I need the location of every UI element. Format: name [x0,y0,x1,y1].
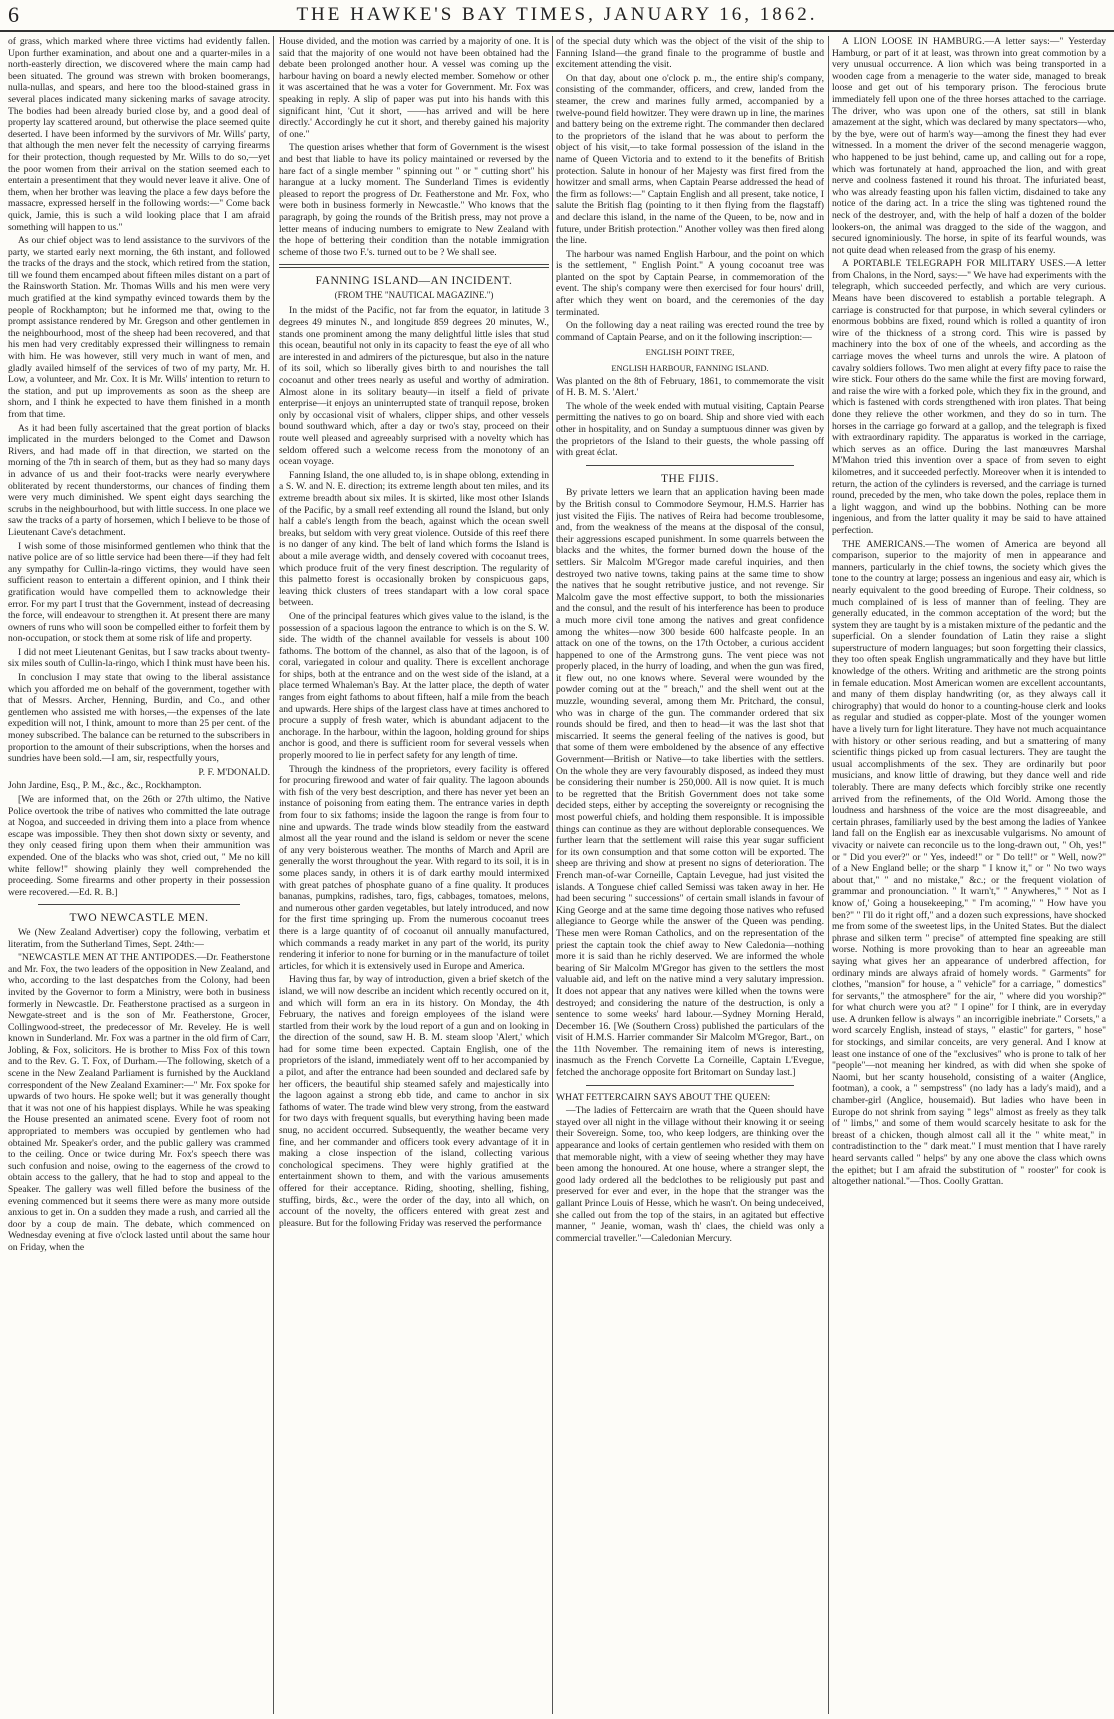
column-rule [273,36,274,1714]
section-divider [38,904,240,905]
letter-address: John Jardine, Esq., P. M., &c., &c., Rockhampton. [8,780,202,792]
article-heading: THE FIJIS. [660,472,720,485]
article-paragraph: of grass, which marked where three victims had evidently fallen. Upon further examination, and about one and a quarter-miles in a north-easterly direction, we discovered where the main camp had been situated. The ground was strewn with broken boomerangs, nulla-nullas, and spears, and here too the blood-stained grass in several places indicated many sickening marks of savage atrocity. The bodies had been already buried close by, and a good deal of property lay scattered around, but otherwise the place seemed quite deserted. I have been informed by the survivors of Mr. Wills' party, that although the men never felt the necessity of carrying firearms for their protection, though requested by Mr. Wills to do so,—yet the poor women from their arrival on the station seemed each to entertain a presentiment that they would never leave it alive. One of them, when her brother was leaving the place a few days before the massacre, expressed herself in the following words:—" Come back quick, Jamie, this is such a wild looking place that I am afraid something will happen to us." [8,36,270,233]
column-rule [828,36,829,1714]
page-number: 6 [8,2,19,27]
masthead [0,0,1114,32]
article-paragraph: Through the kindness of the proprietors, every facility is offered for procuring firewood and water of fair quality. The lagoon abounds with fish of the very best description, and there has never yet been an instance of poisoning from eating them. The entrance varies in depth from four to six fathoms; inside the lagoon the range is from four to nine and upwards. The trade winds blow steadily from the eastward almost all the year round and the island is seldom or never the scene of any very boisterous weather. The months of March and April are generally the worst throughout the year. With regard to its soil, it is in some places sandy, in others it is of dark earthy mould intermixed with great patches of phosphate guano of a fine quality. It produces bananas, pumpkins, radishes, taro, figs, cabbages, tomatoes, melons, and numerous other garden vegetables, but lately introduced, and now for the first time springing up. From the numerous cocoanut trees there is a large quantity of of cocoanut oil annually manufactured, which commands a ready market in any part of the world, its purity rendering it inferior to none for burning or in the manufacture of toilet articles, for which it is extensively used in Europe and America. [279,763,549,972]
inscription-subtitle: ENGLISH HARBOUR, FANNING ISLAND. [611,363,769,374]
column-4 [832,36,1106,1716]
inscription-title: ENGLISH POINT TREE, [645,347,735,358]
article-paragraph: As our chief object was to lend assistance to the survivors of the party, we started early next morning, the 6th instant, and followed the tracks of the drays and the stock, which retired from the station, till we found them encamped about fifteen miles distant on a part of the Rainsworth Station. Mr. Thomas Wills and his men were very much gratified at the kind sympathy evinced towards them by the people of Rockhampton; but he informed me that, owing to the prompt assistance rendered by Mr. Gregson and other gentlemen in the neighbourhood, most of the sheep had been recovered, and that his men had very creditably expressed their willingness to remain with him. He was however, still very much in want of men, and gladly availed himself of the services of two of my party, Mr. H. Low, a volunteer, and Mr. Cox. It is Mr. Wills' intention to return to the station, and put up improvements as soon as the sheep are shorn, and I think he expected to have them finished in a month from that time. [8,235,270,420]
article-paragraph: We (New Zealand Advertiser) copy the following, verbatim et literatim, from the Sutherland Times, Sept. 24th:— [8,926,270,950]
column-2 [279,36,549,1716]
article-heading: TWO NEWCASTLE MEN. [69,912,209,925]
article-paragraph: House divided, and the motion was carried by a majority of one. It is said that the majority of one would not have been obtained had the debate been prolonged another hour. A vessel was coming up the harbour having on board a newly elected member. Somehow or other it was ascertained that he was a voter for Government. Mr. Fox was speaking in reply. A slip of paper was put into his hands with this significant hint, 'Cut it short, ——has arrived and will be here directly.' Accordingly he cut it short, and thereby gained his majority of one." [279,36,549,140]
letter-signature: P. F. M'DONALD. [198,766,270,778]
article-paragraph: On that day, about one o'clock p. m., the entire ship's company, consisting of the commander, officers, and crew, landed from the steamer, the crew and marines fully armed, accompanied by a twelve-pound field howitzer. They were drawn up in line, the marines and battery being on the extreme right. The commander then declared to the proprietors of the island that he was about to perform the object of his visit,—to take formal possession of the island in the name of Queen Victoria and to extend to it the benefits of British protection. Salute in honour of her Majesty was first fired from the howitzer and small arms, when Captain Pearse addressed the head of the firm as follows:—" Captain English and all present, take notice, I salute the British flag (pointing to it then flying from the flagstaff) and declare this island, in the name of the Queen, to be, now and in future, under British protection." Another volley was then fired along the line. [556,72,824,247]
article-paragraph: —The ladies of Fettercairn are wrath that the Queen should have stayed over all night in the village without their knowing it or seeing their Sovereign. Some, too, who keep lodgers, are thinking over the appearance and looks of certain gentlemen who resided with them on that memorable night, with a view of seeing whether they may have been among the honoured. At one house, where a stranger slept, the good lady ordered all the bedclothes to be religiously put past and preserved for ever and ever, in the hope that the stranger was the gallant Prince Louis of Hesse, which he wasn't. On being undeceived, she called out from the top of the stairs, in an agitated but effective manner, " Jeanie, woman, wash th' claes, the chield was only a commercial traveller."—Caledonian Mercury. [556,1105,824,1244]
article-paragraph: On the following day a neat railing was erected round the tree by command of Captain Pearse, and on it the following inscription:— [556,320,824,343]
article-paragraph: Fanning Island, the one alluded to, is in shape oblong, extending in a S. W. and N. E. direction; its extreme length about ten miles, and its extreme breadth about six miles. It is skirted, like most other Islands of the Pacific, by a small reef extending all round the Island, but only half a cable's length from the beach, against which the ocean swell breaks, but seldom with very great violence. Outside of this reef there is no danger of any kind. The belt of land which forms the Island is about a mile average width, and densely covered with cocoanut trees, which produce fruit of the very finest description. The regularity of this palmetto forest is occasionally broken by conspicuous gaps, leaving thick clusters of trees standapart with a low coral space between. [279,469,549,609]
article-paragraph: Having thus far, by way of introduction, given a brief sketch of the island, we will now describe an incident which recently occured on it, and which will form an era in its history. On Monday, the 4th February, the natives and foreign employees of the island were startled from their work by the loud report of a gun and on looking in the direction of the sound, saw H. B. M. steam sloop 'Alert,' which had for some time been expected. Captain English, one of the proprietors of the island, immediately went off to her accompanied by a pilot, and after the entrance had been sounded and declared safe by her officers, the beautiful ship steamed safely and majestically into the lagoon against a strong ebb tide, and came to anchor in six fathoms of water. The trade wind blew very strong, from the eastward for two days with frequent squalls, but everything having been made snug, no accident occurred. Subsequently, the weather became very fine, and her commander and officers took every advantage of it in making a close inspection of the island, collecting various conchological specimens. They were highly gratified at the entertainment shown to them, and with the various amusements offered for their acceptance. Riding, shooting, shelling, fishing, stuffing, birds, &c., were the order of the day, into all which, on account of the novelty, the officers entered with great zest and pleasure. But for the following Friday was reserved the performance [279,974,549,1229]
section-divider [586,465,794,466]
article-heading: FANNING ISLAND—AN INCIDENT. [315,275,513,288]
article-paragraph: As it had been fully ascertained that the great portion of blacks implicated in the murders belonged to the Comet and Dawson Rivers, and had made off in that direction, we started on the morning of the 7th in search of them, but as they had so many days in advance of us and their foot-tracks were nearly everywhere obliterated by recent thunderstorms, our chances of finding them were very much diminished. We spent eight days searching the scrubs in the neighbourhood, but with little success. In one place we saw the tracks of a party of horsemen, which I believe to be those of Lieutenant Cave's detachment. [8,422,270,538]
article-paragraph: The harbour was named English Harbour, and the point on which is the settlement, " English Point." A young cocoanut tree was planted on the spot by Captain Pearse, in commemoration of the event. The ship's company were then exercised for four hours' drill, after which they went on board, and the ceremonies of the day terminated. [556,248,824,318]
newspaper-title: THE HAWKE'S BAY TIMES, JANUARY 16, 1862. [296,4,818,25]
article-paragraph: In conclusion I may state that owing to the liberal assistance which you afforded me on behalf of the government, together with that of Messrs. Archer, Henning, Burdin, and Co., and other gentlemen who assisted me with horses,—the expenses of the late expedition will not, I think, amount to more than 25 per cent. of the money subscribed. The balance can be returned to the subscribers in proportion to the amount of their subscriptions, when the horses and sundries have been sold.—I am, sir, respectfully yours, [8,672,270,765]
article-source: (FROM THE "NAUTICAL MAGAZINE.") [334,289,494,300]
article-paragraph: One of the principal features which gives value to the island, is the possession of a spacious lagoon the entrance to which is on the S. W. side. The width of the channel available for vessels is about 100 fathoms. The bottom of the channel, as also that of the lagoon, is of coral, variegated in colour and quality. There is excellent anchorage for ships, both at the entrance and on the west side of the island, at a place termed Whaleman's Bay. At the latter place, the depth of water ranges from eight fathoms to about fifteen, half a mile from the beach and upwards. Here ships of the largest class have at times anchored to procure a supply of fresh water, which is abundant adjacent to the anchorage. In the harbour, within the lagoon, holding ground for ships anchor is good, and there is sufficient room for several vessels when properly moored to lie in perfect safety for any length of time. [279,610,549,762]
article-heading: WHAT FETTERCAIRN SAYS ABOUT THE QUEEN: [556,1091,771,1103]
article-paragraph: The whole of the week ended with mutual visiting, Captain Pearse permitting the natives to go on board. Ship and shore vied with each other in hospitality, and on Sunday a sumptuous dinner was given by the proprietors of the Island to their guests, the whole passing off with great éclat. [556,400,824,459]
article-paragraph: THE AMERICANS.—The women of America are beyond all comparison, superior to the majority of men in appearance and manners, particularly in the chief towns, the society which gives the tone to the country at large; possess an ingenious and easy air, which is nearly equivalent to the good breeding of Europe. Their coldness, so much complained of is less of manner than of feeling. They are generally educated, in the common acceptation of the word; but the system they are taught by is a mistaken mixture of the pedantic and the superficial. On a slender foundation of Latin they raise a slight superstructure of modern languages; but soon forgetting their classics, they too often speak English ungrammatically and they have but little knowledge of the others. Writing and arithmetic are the strong points in female education. Most American women are excellent accountants, and many of them display handwriting (or, as they always call it chirography) that would do honor to a counting-house clerk and looks as regular and studied as copper-plate. Most of the younger women have a lively turn for light literature. They have not much acquaintance with history or other serious reading, and but a smattering of many scientific things picked up from casual lecturers. They are taught the usual accomplishments of the sex. They are ordinarily but poor musicians, and know little of drawing, but they dance well and ride tolerably. There are many defects which forcibly strike one recently arrived from the refinements, of the Old World. Among those the loudness and harshness of the voice are the most disagreeable, and certain phrases, familiarly used by the best among the ladies of Yankee land fall on the English ear as inexcusable vulgarisms. No amount of vivacity or naivete can reconcile us to the long-drawn out, " Oh, yes!" or " Did you ever?" or " Yes, indeed!" or " Do tell!" or " Well, now?" of a New England belle; or the sharp " I know it," or " No two ways about that," " and no mistake," &c.; or the frequent violation of grammar and pronounciation. " It warn't," " Anywheres," " Not as I know of,' Going a housekeeping," " I'm acoming," " How have you ben?" " I'll do it right off," and a dozen such expressions, have shocked me from some of the sweetest lips, in the United States. But the dialect phrase and silken term " precise" of attempted fine speaking are still worse. Nothing is more provoking than to hear an agreeable man saying what gives her an appearance of underbred affection, for ordinary minds are always afraid of homely words. " Garments" for clothes, "mansion" for house, a " vehicle" for a carriage, " domestics" for servants," the atmosphere" for the air, " where did you worship?" for what church were you at? " I opine" for I think, are in everyday use. A drunken fellow is always " an incorrigible inebriate." Corsets," a word scarcely English, instead of stays, " elastic" for garters, " hose" for stockings, and similar conceits, are very general. And I know at least one instance of one of the "exclusives" who is prone to talk of her "people"—not meaning her kindred, as with did when she spoke of Naomi, but her scanty household, consisting of a waiter (Anglice, footman), a cook, a " sempstress" (no lady has a lady's maid), and a chamber-girl (Anglice, housemaid). But ladies who have been in Europe do not shrink from saying " legs" almost as freely as they talk of " limbs," and some of them would scarcely hesitate to ask for the breast of a chicken, though almost call all it the " white meat," in contradistinction to the " dark meat." I must mention that I have rarely heard servants called " helps" by any one above the class which owns the epithet; but I am afraid the substitution of " rooster" for cook is altogether national."—Thos. Coolly Grattan. [832,538,1106,1188]
article-paragraph: The question arises whether that form of Government is the wisest and best that liable to have its policy maintained or reversed by the hare fact of a single member " spinning out " or " cutting short" his harangue at a lucky moment. The Sunderland Times is evidently pleased to report the progress of Dr. Featherstone and Mr. Fox, who were both in business formerly in Newcastle." Who knows that the paragraph, by going the rounds of the British press, may not prove a letter means of inducing numbers to emigrate to New Zealand with the hope of bettering their condition than the notable immigration scheme of those two F.'s. turned out to be ? We shall see. [279,142,549,258]
section-divider [279,264,549,268]
article-paragraph: In the midst of the Pacific, not far from the equator, in latitude 3 degrees 49 minutes N., and longitude 859 degrees 20 minutes, W., stands one prominent among the many delightful little isles that stud this ocean, beautiful not only in its capacity to feast the eye of all who are interested in and admirers of the picturesque, but also in the nature of its soil, which so liberally gives birth to and nourishes the tall cocoanut and other trees nearly as useful and worthy of admiration. Almost alone in its solitary beauty—in itself a field of private enterprise—it enjoys an uninterrupted state of tranquil repose, broken only by occasional visit of whalers, clipper ships, and other vessels bound southward which, after a day or two's stay, proceed on their route well pleased and agreeably surprised with a novelty which has seldom offered such a welcome recess from the monotony of an ocean voyage. [279,305,549,468]
article-paragraph: Was planted on the 8th of February, 1861, to commemorate the visit of H. B. M. S. 'Alert.' [556,375,824,399]
column-rule [552,36,553,1714]
article-paragraph: I wish some of those misinformed gentlemen who think that the native police are of so little service had been there—if they had felt any sympathy for Cullin-la-ringo victims, they would have seen sufficient reason to entertain a different opinion, and I think their gratification would have compelled them to acknowledge their error. For my part I trust that the Government, instead of decreasing the force, will endeavour to strengthen it. At present there are many owners of runs who will soon be compelled either to forfeit them by non-occupation, or stock them at some risk of life and property. [8,540,270,645]
article-paragraph: A PORTABLE TELEGRAPH FOR MILITARY USES.—A letter from Chalons, in the Nord, says:—" We have had experiments with the telegraph, which succeeded perfectly, and which are very curious. Means have been discovered to establish a portable telegraph. A carriage is constructed for that purpose, in which several cylinders or enormous bobbins are fixed, round which is rolled a quantity of iron wire of the thickness of a strong cord. This wire is passed by machinery into the box of one of the wheels, and according as the carriage moves the wheel turns and unrols the wire. A platoon of cavalry soldiers follows. Two men alight at every fifty pace to raise the wire stick. Four others do the same while the first are moving forward, and raise the wire with a forked pole, which they fix in the ground, and which is fastened with cords strengthened with iron plates. That being done they relieve the other workmen, and they do so in turn. The horses in the carriage go forward at a gallop, and the telegraph is fixed with extraordinary rapidity. The apparatus is worked in the carriage, which serves as an office. During the last manœuvres Marshal M'Mahon tried this invention over a space of from seven to eight kilometres, and it succeeded perfectly. Moreover when it is intended to return, the action of the cylinders is reversed, and the carriage is turned round, preceded by the men, who take down the poles, replace them in a light waggon, and wind up the bobbins. Nothing can be more ingenious, and from the latter quality it may be said to have attained perfection. [832,258,1106,536]
article-paragraph: I did not meet Lieutenant Genitas, but I saw tracks about twenty-six miles south of Cullin-la-ringo, which I think must have been his. [8,646,270,670]
article-paragraph: By private letters we learn that an application having been made by the British consul to Commodore Seymour, H.M.S. Harrier has just visited the Fijis. The natives of Reira had become troublesome, and, from the weakness of the means at the disposal of the consul, their aggressions escaped punishment. In some quarrels between the blacks and the whites, the former burned down the house of the settlers. Sir Malcolm M'Gregor made careful inquiries, and then destroyed two native towns, taking pains at the same time to show the natives that he sought retributive justice, and not revenge. Sir Malcolm gave the most effective support, to both the missionaries and the consul, and the result of his interference has been to produce a much more civil tone among the natives and great confidence among the whites—now 300 beside 600 halfcaste people. In an attack on one of the towns, on the 17th October, a curious accident happened to one of the Armstrong guns. The vent piece was not properly placed, in the hurry of loading, and when the gun was fired, it flew out, no one knows where. Several were wounded by the powder coming out at the " breach," and the shell went out at the muzzle, wounding several, among them Mr. Pritchard, the consul, who was in charge of the gun. The commander ordered that six rounds should be fired, and then to head—it was the last shot that miscarried. It seems the general feeling of the natives is good, but that some of them were emboldened by the absence of any effective Government—British or Native—to take liberties with the settlers. On the whole they are very favourably disposed, as indeed they must be considering their number is 250,000. All is now quiet. It is much to be regretted that the British Government does not take some decided steps, either by accepting the sovereignty or recognising the most powerful chiefs, and holding them responsible. It is impossible things can continue as they are without deplorable consequences. We further learn that the settlement will raise this year sugar sufficient for its own consumption and that some cotton will be exported. The sheep are thriving and show at present no signs of deterioration. The French man-of-war Corneille, Captain Levegue, had just visited the islands. A Tonguese chief called Semissi was taken away in her. He had been securing " successions" of certain small islands in favour of King George and at the same time degoing those natives who refused allegiance to George while the answer of the Queen was pending. These men were Roman Catholics, and on the representation of the priest the captain took the chief away to New Caledonia—nothing more it is said than he richly deserved. We are informed the whole bearing of Sir Malcolm M'Gregor has given to the settlers the most valuable aid, and left on the native mind a very salutary impression. It does not appear that any natives were killed when the towns were destroyed; and considering the nature of the destruction, is only a sentence to some weeks' hard labour.—Sydney Morning Herald, December 16. [We (Southern Cross) published the particulars of the visit of H.M.S. Harrier commander Sir Malcolm M'Gregor, Bart., on the 11th November. The remaining item of news is interesting, inasmuch as the French Corvette La Corneille, Captain L'Evegue, fetched the anchorage opposite fort Britomart on Sunday last.] [556,487,824,1079]
article-paragraph: A LION LOOSE IN HAMBURG.—A letter says:—" Yesterday Hamburg, or part of it at least, was thrown into great commotion by a very unusual occurrence. A lion which was being transported in a wooden cage from a menagerie to the water side, managed to break loose and get out of his temporary prison. The ferocious brute immediately fell upon one of the three horses attached to the carriage. The driver, who was upon one of the others, sat still in blank amazement at the sight, which was declared by many spectators—who, by the bye, were out of harm's way—among the finest they had ever witnessed. In a moment the driver of the second menagerie waggon, who happened to be just behind, came up, and calling out for a rope, which was fortunately at hand, approached the lion, and with great nerve and coolness fastened it round his throat. The infuriated beast, who was already feasting upon his fallen victim, disdained to take any notice of the daring act. In a trice the sling was tightened round the neck of the destroyer, and, with the help of half a dozen of the bolder lookers-on, the animal was dragged to the side of the waggon, and secured ignominiously. The horse, in spite of its fearful wounds, was not quite dead when released from the grasp of his enemy. [832,36,1106,256]
column-1 [8,36,270,1716]
article-paragraph: of the special duty which was the object of the visit of the ship to Fanning Island—the grand finale to the programme of bustle and excitement attending the visit. [556,36,824,71]
editor-note: [We are informed that, on the 26th or 27th ultimo, the Native Police overtook the tribe of natives who committed the late outrage at Nogoa, and succeeded in driving them into a place from whence escape was impossible. They then shot down sixty or seventy, and they only ceased firing upon them when their ammunition was expended. One of the blacks who was shot, cried out, " Me no kill white fellow!" showing plainly they well comprehended the proceeding. Some firearms and other property in their possession were recovered.—Ed. R. B.] [8,794,270,898]
section-divider [586,1085,794,1086]
article-paragraph: "NEWCASTLE MEN AT THE ANTIPODES.—Dr. Featherstone and Mr. Fox, the two leaders of the opposition in New Zealand, and who, according to the last despatches from the Colony, had been invited by the Governor to form a Ministry, were both in business formerly in Newcastle. Dr. Featherstone practised as a surgeon in Newgate-street and is the son of Mr. Featherstone, Grocer, Collingwood-street, the predecessor of Mr. Reveley. He is well known in Sunderland. Mr. Fox was a partner in the old firm of Carr, Jobling, & Fox, solicitors. He is brother to Miss Fox of this town and to the Rev. G. T. Fox, of Durham.—The following, sketch of a scene in the New Zealand Parliament is furnished by the Auckland correspondent of the New Zealand Examiner:—" Mr. Fox spoke for upwards of two hours. He spoke well; but it was generally thought that it was not one of his happiest displays. While he was speaking the House presented an animated scene. Every foot of room not appropriated to members was occupied by gentlemen who had obtained Mr. Speaker's order, and the public gallery was crammed to the ceiling. Once or twice during Mr. Fox's speech there was such confusion and noise, owing to the eagerness of the crowd to obtain access to the gallery, that he had to stop and appeal to the Speaker. The gallery was well filled before the business of the evening commenced but it seems there were as many more outside anxious to get in. On a sudden they made a rush, and carried all the door by a coup de main. The debate, which commenced on Wednesday evening at five o'clock lasted until about the same hour on Friday, when the [8,952,270,1253]
column-3 [556,36,824,1716]
